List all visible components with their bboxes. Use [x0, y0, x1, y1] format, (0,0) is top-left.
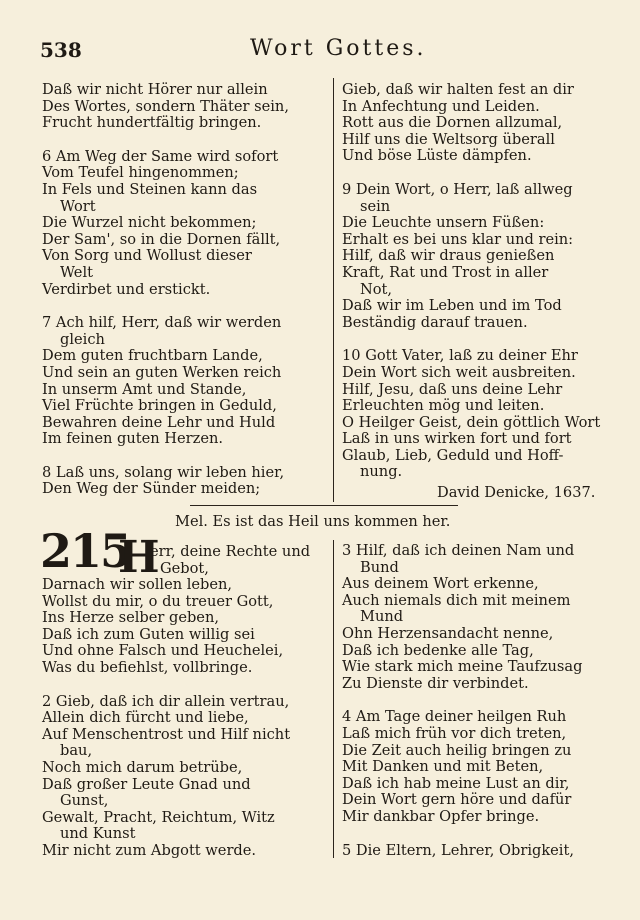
verse-line: Laß mich früh vor dich treten,: [342, 724, 567, 742]
verse-line: Dein Wort gern höre und dafür: [342, 791, 572, 809]
verse-line: 5 Die Eltern, Lehrer, Obrigkeit,: [342, 841, 574, 859]
verse-line: Allein dich fürcht und liebe,: [42, 709, 249, 727]
verse-line: Im feinen guten Herzen.: [42, 430, 224, 448]
verse-line: Hilf, daß wir draus genießen: [342, 247, 555, 265]
stanza-gap: [42, 132, 327, 149]
verse-line: Dein Wort sich weit ausbreiten.: [342, 363, 576, 381]
verse-line: und Kunst: [60, 825, 136, 843]
verse-line: Beständig darauf trauen.: [342, 313, 528, 331]
right-column-bottom: [342, 543, 627, 859]
hymn-first-line: err, deine Rechte und: [150, 543, 311, 560]
verse-line: gleich: [60, 330, 105, 348]
verse-line: In Anfechtung und Leiden.: [342, 97, 540, 115]
verse-line: Des Wortes, sondern Thäter sein,: [42, 97, 289, 115]
page-number: 538: [40, 38, 82, 62]
verse-line: Den Weg der Sünder meiden;: [42, 480, 261, 498]
verse-line: 9 Dein Wort, o Herr, laß allweg: [342, 180, 573, 198]
verse-line: Daß ich hab meine Lust an dir,: [342, 774, 570, 792]
verse-line: Not,: [360, 280, 393, 298]
verse-line: O Heilger Geist, dein göttlich Wort: [342, 413, 601, 431]
verse-line: bau,: [60, 742, 93, 760]
verse-line: Laß in uns wirken fort und fort: [342, 430, 572, 448]
verse-line: Rott aus die Dornen allzumal,: [342, 114, 563, 132]
verse-line: 2 Gieb, daß ich dir allein vertrau,: [42, 692, 290, 710]
verse-line: Wollst du mir, o du treuer Gott,: [42, 592, 274, 610]
verse-line: In Fels und Steinen kann das: [42, 180, 258, 198]
verse-line: Aus deinem Wort erkenne,: [342, 575, 539, 593]
verse-line: Und böse Lüste dämpfen.: [342, 147, 532, 165]
verse-line: Viel Früchte bringen in Geduld,: [42, 397, 277, 415]
verse-line: sein: [360, 197, 391, 215]
verse-line: Mund: [360, 608, 404, 626]
verse-line: 10 Gott Vater, laß zu deiner Ehr: [342, 347, 578, 365]
verse-line: Was du befiehlst, vollbringe.: [42, 658, 253, 676]
stanza-gap: [42, 298, 327, 315]
verse-line: Auch niemals dich mit meinem: [342, 591, 571, 609]
verse-line: Mit Danken und mit Beten,: [342, 758, 544, 776]
verse-line: Erleuchten mög und leiten.: [342, 397, 545, 415]
verse-line: Hilf uns die Weltsorg überall: [342, 130, 555, 148]
section-divider: [190, 505, 458, 506]
running-title: Wort Gottes.: [250, 36, 427, 61]
left-column-top: [42, 82, 327, 498]
verse-line: 8 Laß uns, solang wir leben hier,: [42, 463, 285, 481]
verse-line: Vom Teufel hingenommen;: [42, 164, 239, 182]
melody-note: Mel. Es ist das Heil uns kommen her.: [175, 513, 451, 530]
verse-line: 6 Am Weg der Same wird sofort: [42, 147, 279, 165]
verse-line: Bewahren deine Lehr und Huld: [42, 413, 276, 431]
drop-cap: H: [118, 532, 160, 583]
verse-line: nung.: [360, 463, 403, 481]
verse-line: Glaub, Lieb, Geduld und Hoff-: [342, 446, 564, 464]
verse-line: Und ohne Falsch und Heuchelei,: [42, 642, 284, 660]
verse-line: 4 Am Tage deiner heilgen Ruh: [342, 708, 567, 726]
verse-line: Hilf, Jesu, daß uns deine Lehr: [342, 380, 563, 398]
stanza-gap: [342, 331, 627, 348]
column-divider-top: [333, 78, 334, 502]
verse-line: Von Sorg und Wollust dieser: [42, 247, 252, 265]
stanza-gap: [342, 692, 627, 709]
verse-line: Gewalt, Pracht, Reichtum, Witz: [42, 808, 275, 826]
hymn-author: David Denicke, 1637.: [437, 484, 596, 501]
verse-line: Die Wurzel nicht bekommen;: [42, 214, 257, 232]
verse-line: 3 Hilf, daß ich deinen Nam und: [342, 542, 575, 559]
verse-line: Welt: [60, 263, 93, 281]
verse-line: Daß großer Leute Gnad und: [42, 775, 251, 793]
hymn-first-line-cont: Gebot,: [160, 560, 209, 577]
stanza-gap: [342, 826, 627, 843]
verse-line: Dem guten fruchtbarn Lande,: [42, 347, 263, 365]
verse-line: Darnach wir sollen leben,: [42, 576, 233, 593]
verse-line: Kraft, Rat und Trost in aller: [342, 263, 549, 281]
verse-line: Ohn Herzensandacht nenne,: [342, 624, 554, 642]
verse-line: Bund: [360, 558, 399, 576]
stanza-gap: [42, 448, 327, 465]
verse-line: Daß wir im Leben und im Tod: [342, 297, 562, 315]
stanza-gap: [342, 165, 627, 182]
verse-line: Daß wir nicht Hörer nur allein: [42, 81, 268, 98]
verse-line: Gunst,: [60, 792, 109, 810]
verse-line: Noch mich darum betrübe,: [42, 758, 243, 776]
verse-line: Zu Dienste dir verbindet.: [342, 674, 529, 692]
hymn-number: 215: [40, 524, 131, 578]
verse-line: Daß ich bedenke alle Tag,: [342, 641, 534, 659]
verse-line: Wort: [60, 197, 96, 215]
verse-line: 7 Ach hilf, Herr, daß wir werden: [42, 314, 282, 332]
verse-line: Die Leuchte unsern Füßen:: [342, 214, 545, 232]
verse-line: In unserm Amt und Stande,: [42, 380, 247, 398]
right-column-top: [342, 82, 627, 481]
verse-line: Auf Menschentrost und Hilf nicht: [42, 725, 291, 743]
column-divider-bottom: [333, 540, 334, 858]
verse-line: Daß ich zum Guten willig sei: [42, 625, 255, 643]
verse-line: Ins Herze selber geben,: [42, 609, 219, 627]
verse-line: Frucht hundertfältig bringen.: [42, 114, 262, 132]
verse-line: Gieb, daß wir halten fest an dir: [342, 81, 574, 98]
verse-line: Und sein an guten Werken reich: [42, 363, 282, 381]
verse-line: Die Zeit auch heilig bringen zu: [342, 741, 572, 759]
verse-line: Wie stark mich meine Taufzusag: [342, 658, 583, 676]
stanza-gap: [42, 677, 327, 694]
verse-line: Der Sam', so in die Dornen fällt,: [42, 230, 281, 248]
verse-line: Mir nicht zum Abgott werde.: [42, 841, 257, 859]
verse-line: Mir dankbar Opfer bringe.: [342, 807, 540, 825]
verse-line: Verdirbet und erstickt.: [42, 280, 211, 298]
left-column-bottom: [42, 577, 327, 860]
verse-line: Erhalt es bei uns klar und rein:: [342, 230, 574, 248]
